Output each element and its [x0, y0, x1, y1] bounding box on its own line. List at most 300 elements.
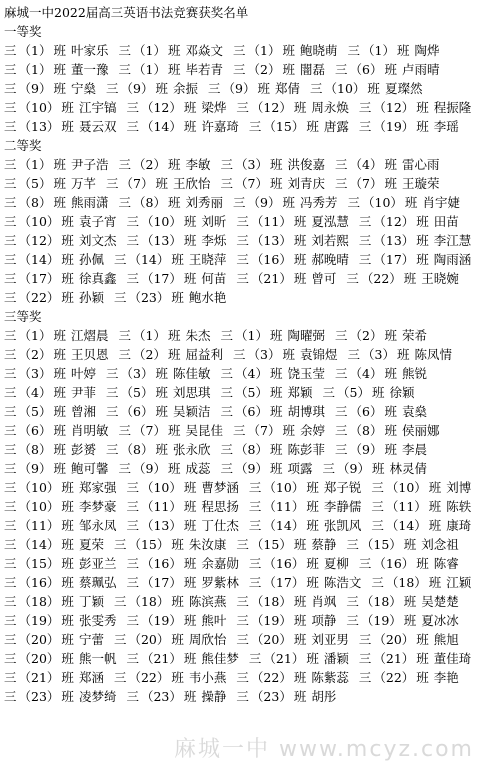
class-number: （16） [373, 556, 415, 571]
award-entry [126, 687, 226, 706]
class-number: （23） [128, 290, 170, 305]
student-name: 李敏 [185, 157, 211, 172]
class-label: 班 [61, 632, 74, 647]
class-label: 班 [403, 537, 417, 552]
student-name: 陈睿 [433, 556, 459, 571]
student-name: 程振隆 [433, 100, 472, 115]
award-entry [371, 497, 471, 516]
award-entry [335, 421, 440, 440]
class-label: 班 [293, 214, 307, 229]
student-name: 刘若熙 [311, 233, 349, 248]
class-label: 班 [61, 271, 74, 286]
class-label: 班 [53, 423, 66, 438]
class-number: （10） [263, 480, 305, 495]
grade-label: 三 [358, 556, 372, 571]
class-number: （20） [18, 632, 60, 647]
class-label: 班 [403, 271, 417, 286]
class-label: 班 [384, 423, 397, 438]
class-number: （17） [18, 271, 60, 286]
class-number: （2） [18, 347, 52, 362]
grade-label: 三 [4, 233, 17, 248]
class-label: 班 [367, 81, 380, 96]
class-number: （14） [18, 252, 60, 267]
award-entry [236, 269, 336, 288]
award-entry [335, 440, 427, 459]
award-row [4, 250, 482, 269]
grade-label: 三 [220, 385, 234, 400]
award-entry [119, 41, 224, 60]
grade-label: 三 [236, 632, 249, 647]
class-label: 班 [183, 499, 197, 514]
class-number: （8） [133, 195, 166, 210]
grade-label: 三 [335, 328, 348, 343]
student-name: 朱杰 [185, 328, 211, 343]
award-entry [119, 155, 211, 174]
award-row [4, 421, 482, 440]
class-label: 班 [53, 176, 66, 191]
award-entry [119, 60, 224, 79]
class-label: 班 [183, 214, 197, 229]
class-number: （21） [263, 651, 305, 666]
student-name: 江颖 [446, 575, 472, 590]
class-label: 班 [53, 404, 66, 419]
grade-label: 三 [126, 613, 139, 628]
award-entry [4, 611, 116, 630]
grade-label: 三 [126, 651, 139, 666]
class-label: 班 [53, 43, 66, 58]
class-label: 班 [428, 575, 442, 590]
grade-label: 三 [126, 271, 139, 286]
grade-label: 三 [335, 442, 348, 457]
grade-label: 三 [4, 81, 17, 96]
student-name: 吴楚楚 [421, 594, 459, 609]
award-row [4, 687, 482, 706]
award-entry [114, 592, 226, 611]
grade-label: 三 [371, 480, 384, 495]
student-name: 曾湘 [70, 404, 96, 419]
award-row [4, 60, 482, 79]
award-entry [4, 649, 116, 668]
class-number: （20） [250, 632, 292, 647]
award-entry [236, 611, 336, 630]
class-label: 班 [293, 537, 307, 552]
grade-label: 三 [346, 594, 359, 609]
award-entry [4, 459, 109, 478]
class-number: （9） [133, 461, 166, 476]
class-number: （15） [263, 119, 305, 134]
student-name: 聂云双 [78, 119, 117, 134]
student-name: 熊叶 [201, 613, 227, 628]
grade-label: 三 [358, 252, 372, 267]
award-entry [4, 98, 116, 117]
class-label: 班 [155, 404, 168, 419]
grade-label: 三 [220, 442, 234, 457]
student-name: 张凯风 [323, 518, 362, 533]
class-number: （18） [18, 594, 60, 609]
award-entry [249, 497, 361, 516]
grade-label: 三 [358, 119, 372, 134]
student-name: 蔡静 [311, 537, 337, 552]
award-entry [4, 402, 96, 421]
grade-label: 三 [113, 594, 127, 609]
student-name: 李烁 [201, 233, 227, 248]
grade-label: 三 [358, 670, 372, 685]
grade-label: 三 [358, 233, 372, 248]
class-number: （10） [18, 480, 60, 495]
class-number: （15） [18, 556, 60, 571]
class-number: （22） [18, 290, 60, 305]
class-label: 班 [396, 347, 410, 362]
class-number: （15） [360, 537, 402, 552]
student-name: 曹梦涵 [201, 480, 239, 495]
class-label: 班 [384, 62, 397, 77]
award-entry [126, 212, 226, 231]
award-row [4, 364, 482, 383]
grade-label: 三 [4, 252, 17, 267]
grade-label: 三 [208, 81, 221, 96]
student-name: 袁子宵 [78, 214, 117, 229]
award-entry [4, 630, 104, 649]
grade-label: 三 [4, 43, 17, 58]
student-name: 彭赟 [70, 442, 96, 457]
class-label: 班 [167, 461, 181, 476]
grade-label: 三 [106, 404, 119, 419]
class-number: （10） [18, 214, 60, 229]
class-label: 班 [61, 499, 74, 514]
class-label: 班 [61, 480, 74, 495]
class-number: （2） [133, 157, 166, 172]
class-label: 班 [384, 176, 397, 191]
student-name: 项静 [311, 613, 337, 628]
class-label: 班 [53, 157, 66, 172]
award-entry [359, 554, 459, 573]
class-label: 班 [269, 404, 283, 419]
student-name: 陶曜弼 [287, 328, 325, 343]
student-name: 徐真鑫 [78, 271, 117, 286]
grade-label: 三 [220, 157, 234, 172]
student-name: 袁锦煜 [299, 347, 338, 362]
grade-label: 三 [118, 423, 132, 438]
class-number: （17） [263, 575, 305, 590]
class-label: 班 [155, 366, 168, 381]
award-entry [249, 649, 349, 668]
grade-label: 三 [236, 100, 249, 115]
award-entry [4, 668, 104, 687]
class-label: 班 [183, 119, 197, 134]
student-name: 罗紫林 [201, 575, 239, 590]
student-name: 余婷 [299, 423, 325, 438]
grade-label: 三 [248, 556, 262, 571]
grade-label: 三 [4, 613, 17, 628]
award-entry [359, 231, 471, 250]
grade-label: 三 [346, 613, 359, 628]
student-name: 朱汝康 [188, 537, 227, 552]
class-label: 班 [416, 233, 429, 248]
class-label: 班 [155, 81, 168, 96]
student-name: 孙佩 [78, 252, 104, 267]
award-entry [359, 630, 459, 649]
class-number: （6） [120, 404, 154, 419]
class-number: （21） [250, 271, 292, 286]
grade-label: 三 [220, 328, 234, 343]
student-name: 刘思琪 [172, 385, 211, 400]
student-name: 鲍可馨 [70, 461, 109, 476]
grade-label: 三 [335, 404, 348, 419]
award-entry [221, 326, 326, 345]
grade-label: 三 [358, 632, 372, 647]
grade-label: 三 [4, 347, 17, 362]
class-label: 班 [53, 328, 66, 343]
class-label: 班 [293, 271, 307, 286]
class-label: 班 [403, 613, 417, 628]
student-name: 刘昕 [201, 214, 227, 229]
student-name: 潘颖 [323, 651, 349, 666]
student-name: 曾可 [311, 271, 337, 286]
class-label: 班 [371, 461, 385, 476]
student-name: 李艳 [433, 670, 459, 685]
class-number: （12） [250, 100, 292, 115]
class-number: （7） [349, 176, 383, 191]
award-entry [236, 668, 348, 687]
grade-label: 三 [126, 233, 139, 248]
class-number: （2） [247, 62, 281, 77]
class-number: （6） [18, 423, 52, 438]
class-label: 班 [306, 575, 319, 590]
award-entry [114, 535, 226, 554]
award-entry [4, 117, 116, 136]
class-label: 班 [282, 423, 295, 438]
award-entry [359, 212, 459, 231]
award-entry [359, 649, 471, 668]
award-entry [126, 117, 238, 136]
award-entry [4, 269, 116, 288]
site-watermark: 麻城一中 www.mcyz.com [173, 737, 474, 762]
award-entry [348, 41, 440, 60]
grade-label: 三 [4, 632, 17, 647]
grade-label: 三 [126, 214, 139, 229]
student-name: 夏璨然 [384, 81, 423, 96]
class-number: （10） [18, 100, 60, 115]
student-name: 叶家乐 [70, 43, 109, 58]
class-number: （19） [18, 613, 60, 628]
award-entry [126, 649, 238, 668]
class-label: 班 [269, 157, 283, 172]
grade-label: 三 [236, 670, 249, 685]
award-entry [4, 60, 109, 79]
award-entry [233, 193, 338, 212]
student-name: 孙颖 [78, 290, 104, 305]
class-label: 班 [269, 461, 283, 476]
student-name: 熊锐 [401, 366, 427, 381]
grade-label: 三 [113, 290, 127, 305]
class-label: 班 [416, 670, 429, 685]
student-name: 荣希 [401, 328, 427, 343]
class-label: 班 [167, 62, 181, 77]
class-number: （1） [18, 157, 52, 172]
grade-label: 三 [236, 233, 249, 248]
class-number: （10） [140, 480, 182, 495]
student-name: 夏荣 [78, 537, 104, 552]
award-entry [335, 60, 440, 79]
grade-label: 三 [126, 499, 139, 514]
award-row [4, 288, 482, 307]
class-number: （18） [360, 594, 402, 609]
award-entry [221, 383, 313, 402]
student-name: 刘秀丽 [185, 195, 223, 210]
class-number: （5） [120, 385, 154, 400]
student-name: 操静 [201, 689, 227, 704]
grade-label: 三 [248, 480, 262, 495]
award-row [4, 345, 482, 364]
class-label: 班 [384, 157, 397, 172]
student-name: 蔡珮弘 [78, 575, 117, 590]
class-label: 班 [61, 575, 74, 590]
student-name: 陈佳敏 [172, 366, 211, 381]
class-number: （1） [133, 328, 166, 343]
student-name: 陈滨燕 [188, 594, 227, 609]
class-label: 班 [171, 290, 184, 305]
class-number: （5） [18, 176, 52, 191]
class-number: （14） [128, 252, 170, 267]
class-number: （9） [349, 442, 383, 457]
class-label: 班 [384, 328, 397, 343]
award-entry [4, 364, 96, 383]
student-name: 田苗 [433, 214, 459, 229]
class-label: 班 [428, 499, 442, 514]
award-row [4, 231, 482, 250]
award-entry [359, 250, 471, 269]
award-entry [4, 193, 109, 212]
class-number: （17） [140, 575, 182, 590]
class-label: 班 [61, 556, 74, 571]
grade-label: 三 [126, 119, 139, 134]
class-label: 班 [53, 366, 66, 381]
class-label: 班 [53, 385, 66, 400]
class-number: （14） [385, 518, 427, 533]
grade-label: 三 [106, 81, 119, 96]
class-label: 班 [306, 499, 319, 514]
grade-label: 三 [236, 689, 249, 704]
grade-label: 三 [4, 594, 17, 609]
award-entry [236, 535, 336, 554]
section-heading: 二等奖 [4, 138, 42, 153]
award-entry [106, 402, 211, 421]
class-number: （4） [18, 385, 52, 400]
class-label: 班 [293, 594, 307, 609]
award-entry [106, 440, 211, 459]
student-name: 邓焱文 [185, 43, 223, 58]
class-number: （8） [120, 442, 154, 457]
class-label: 班 [167, 195, 181, 210]
class-number: （20） [128, 632, 170, 647]
grade-label: 三 [126, 575, 139, 590]
award-entry [4, 212, 116, 231]
grade-label: 三 [113, 537, 127, 552]
student-name: 洪俊嘉 [287, 157, 325, 172]
grade-label: 三 [4, 119, 17, 134]
class-number: （5） [337, 385, 370, 400]
class-number: （17） [373, 252, 415, 267]
grade-label: 三 [126, 100, 139, 115]
student-name: 闇磊 [299, 62, 325, 77]
class-number: （17） [140, 271, 182, 286]
grade-label: 三 [118, 347, 132, 362]
grade-label: 三 [248, 119, 262, 134]
award-entry [335, 326, 427, 345]
award-entry [335, 155, 440, 174]
class-label: 班 [61, 119, 74, 134]
student-name: 胡博琪 [287, 404, 325, 419]
class-label: 班 [306, 480, 319, 495]
class-label: 班 [416, 119, 429, 134]
grade-label: 三 [371, 518, 384, 533]
grade-label: 三 [236, 271, 249, 286]
award-entry [4, 345, 109, 364]
class-number: （21） [18, 670, 60, 685]
class-label: 班 [61, 689, 74, 704]
student-name: 侯丽娜 [401, 423, 440, 438]
class-label: 班 [416, 632, 429, 647]
class-number: （6） [349, 62, 383, 77]
class-label: 班 [282, 195, 295, 210]
grade-label: 三 [4, 518, 17, 533]
class-label: 班 [53, 195, 66, 210]
class-number: （6） [235, 404, 268, 419]
award-entry [233, 41, 338, 60]
grade-label: 三 [236, 594, 249, 609]
class-label: 班 [53, 62, 66, 77]
class-number: （21） [140, 651, 182, 666]
grade-label: 三 [236, 537, 249, 552]
class-label: 班 [167, 43, 181, 58]
class-label: 班 [293, 689, 307, 704]
grade-label: 三 [347, 43, 361, 58]
class-number: （7） [235, 176, 268, 191]
grade-label: 三 [220, 404, 234, 419]
award-entry [114, 668, 226, 687]
class-label: 班 [61, 594, 74, 609]
class-label: 班 [183, 233, 197, 248]
class-number: （11） [250, 214, 292, 229]
class-number: （1） [133, 62, 166, 77]
student-name: 张雯秀 [78, 613, 117, 628]
class-label: 班 [396, 43, 410, 58]
class-label: 班 [306, 518, 319, 533]
class-number: （7） [133, 423, 166, 438]
award-entry [371, 478, 471, 497]
award-entry [335, 364, 427, 383]
award-entry [236, 98, 348, 117]
student-name: 郝晚晴 [311, 252, 349, 267]
class-number: （16） [263, 556, 305, 571]
award-entry [359, 98, 471, 117]
award-entry [4, 288, 104, 307]
grade-label: 三 [220, 461, 234, 476]
class-number: （22） [373, 670, 415, 685]
grade-label: 三 [118, 195, 132, 210]
class-label: 班 [269, 442, 283, 457]
student-name: 陈彭菲 [287, 442, 325, 457]
award-entry [221, 459, 313, 478]
grade-label: 三 [118, 43, 132, 58]
student-name: 陈凤情 [414, 347, 452, 362]
award-entry [249, 573, 361, 592]
award-row [4, 98, 482, 117]
class-number: （10） [324, 81, 366, 96]
class-number: （12） [373, 214, 415, 229]
grade-label: 三 [4, 480, 17, 495]
class-number: （4） [349, 366, 383, 381]
